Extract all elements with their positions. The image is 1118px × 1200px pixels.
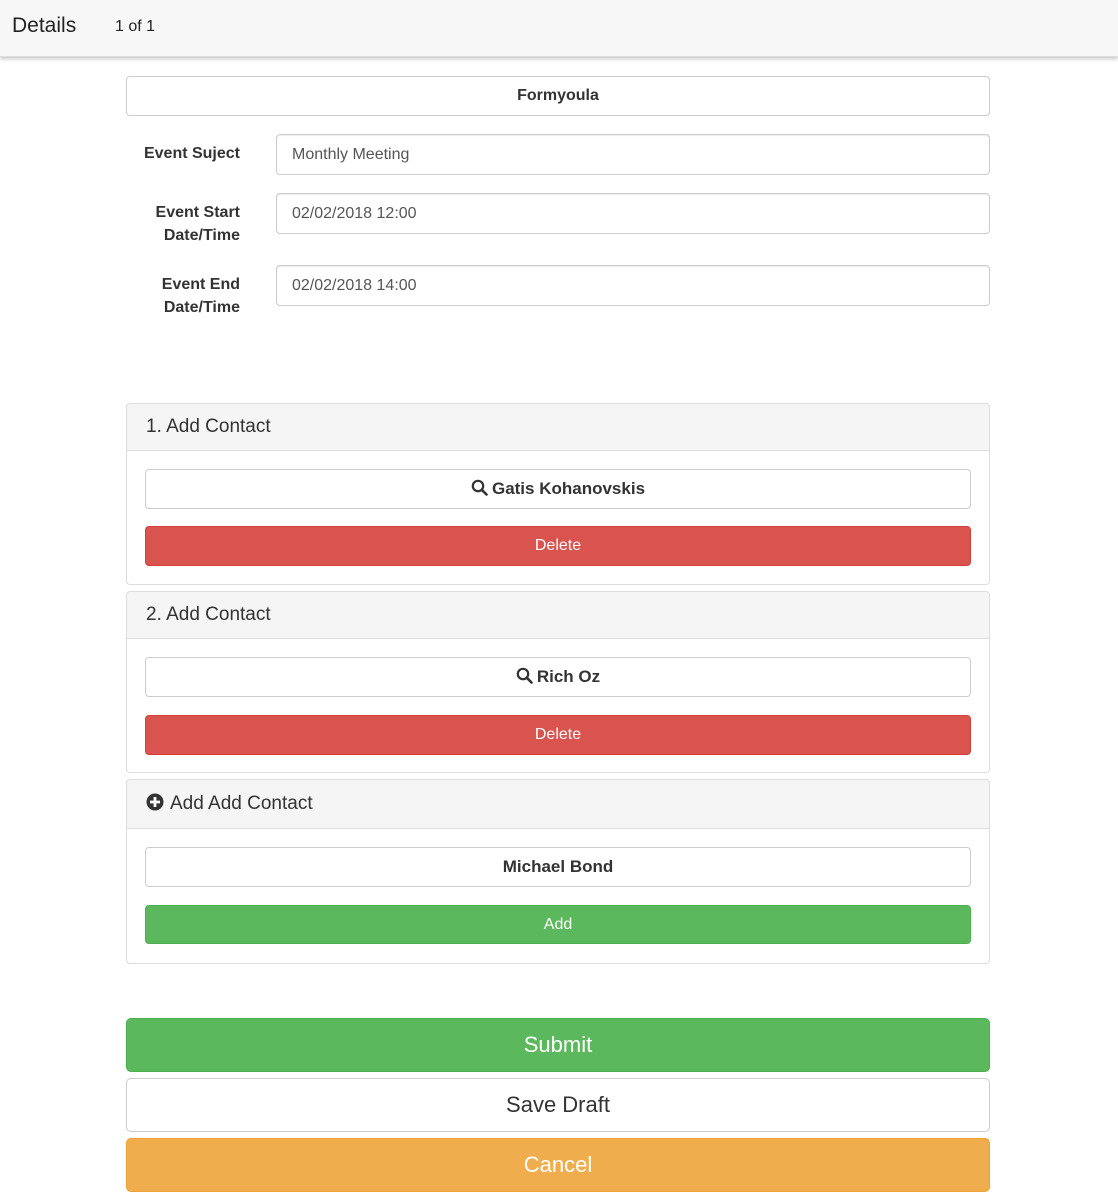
delete-contact-button-1[interactable]: Delete xyxy=(145,526,971,566)
contact-lookup-button-2[interactable] xyxy=(145,657,971,697)
form-name-box: Formyoula xyxy=(126,76,990,116)
search-icon xyxy=(471,479,488,496)
search-icon xyxy=(516,667,533,684)
contact-panel-1-heading: 1. Add Contact xyxy=(127,404,989,451)
page-title: Details xyxy=(12,14,77,37)
event-end-label xyxy=(126,273,240,319)
event-start-input[interactable] xyxy=(276,193,990,234)
contact-panel-1 xyxy=(126,403,990,585)
event-subject-input[interactable] xyxy=(276,134,990,175)
new-contact-button[interactable]: Michael Bond xyxy=(145,847,971,887)
add-contact-button[interactable]: Add xyxy=(145,905,971,944)
event-subject-label: Event Suject xyxy=(143,145,240,162)
delete-contact-button-2[interactable]: Delete xyxy=(145,715,971,755)
contact-name-1: Gatis Kohanovskis xyxy=(491,479,646,498)
add-contact-heading-text: Add Add Contact xyxy=(170,793,313,814)
event-end-label-line1: Event End xyxy=(161,276,240,293)
contact-panel-2-heading: 2. Add Contact xyxy=(127,592,989,639)
plus-circle-icon xyxy=(146,793,164,811)
event-start-label xyxy=(126,201,240,247)
event-start-label-line1: Event Start xyxy=(155,204,240,221)
add-contact-panel xyxy=(126,779,990,964)
contact-panel-2 xyxy=(126,591,990,773)
top-bar xyxy=(0,0,1118,57)
cancel-button[interactable]: Cancel xyxy=(126,1138,990,1192)
submit-button[interactable]: Submit xyxy=(126,1018,990,1072)
event-start-label-line2: Date/Time xyxy=(163,227,240,244)
add-contact-panel-heading[interactable] xyxy=(127,780,989,829)
save-draft-button[interactable]: Save Draft xyxy=(126,1078,990,1132)
contact-name-2: Rich Oz xyxy=(536,667,601,686)
contact-lookup-button-1[interactable] xyxy=(145,469,971,509)
event-end-input[interactable] xyxy=(276,265,990,306)
page-indicator: 1 of 1 xyxy=(115,18,156,35)
event-end-label-line2: Date/Time xyxy=(163,299,240,316)
